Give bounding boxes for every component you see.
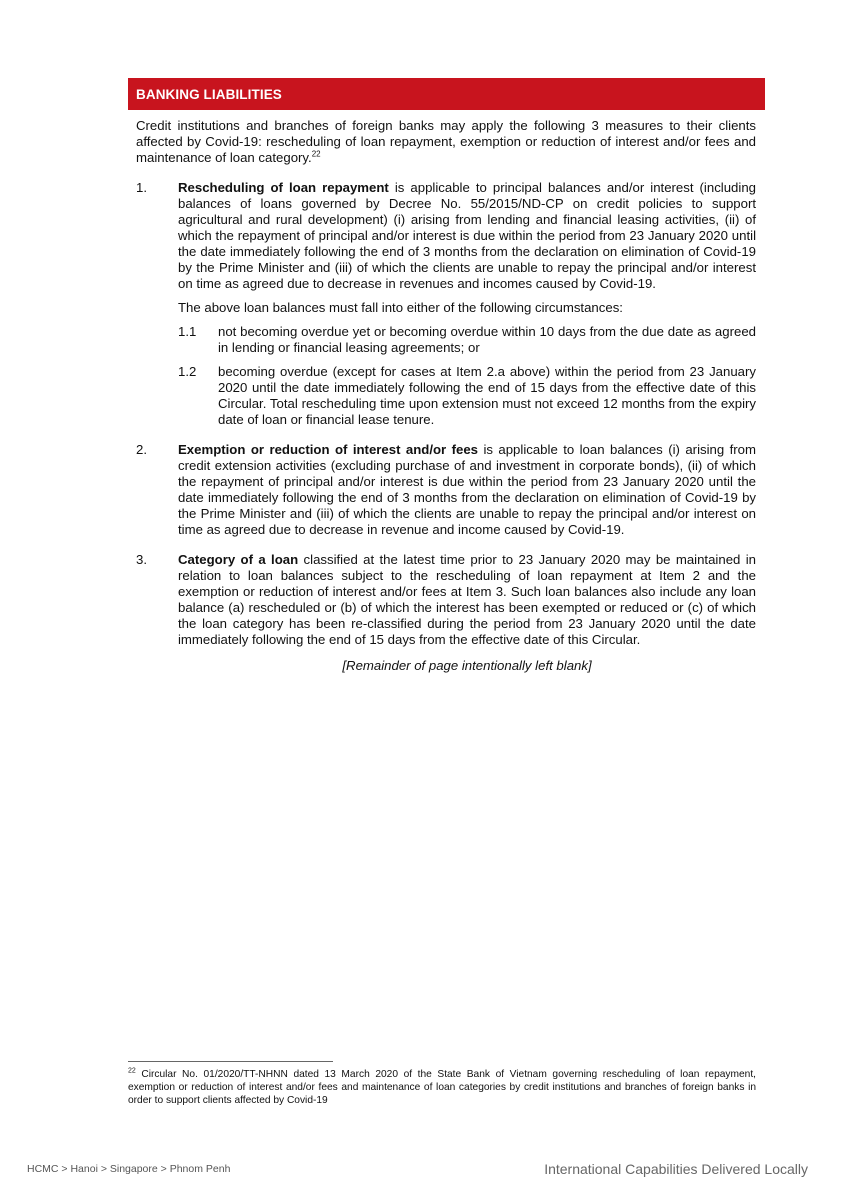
sub-item-text: not becoming overdue yet or becoming overdue within 10 days from the due date as agreed in lending or financial leasing agreements; or — [218, 324, 756, 355]
sub-item-text: becoming overdue (except for cases at Item 2.a above) within the period from 23 January 2020 until the date immediately following the end of 15 days from the effective date of this Circular. Total rescheduling time upon extension must not exceed 12 months from the expiry date of loan or financial lease tenure. — [218, 364, 756, 427]
item-body — [178, 552, 756, 648]
item-followup: The above loan balances must fall into either of the following circumstances: — [178, 300, 623, 315]
item-heading: Category of a loan — [178, 552, 299, 567]
sub-item-number: 1.2 — [178, 364, 197, 379]
item-heading: Exemption or reduction of interest and/or fees — [178, 442, 479, 457]
section-banner — [128, 78, 765, 110]
item-paragraph — [178, 552, 756, 648]
item-paragraph — [178, 180, 756, 292]
sub-item-number: 1.1 — [178, 324, 197, 339]
item-paragraph — [178, 442, 756, 538]
main-content — [136, 118, 756, 674]
item-text: is applicable to loan balances (i) arising from credit extension activities (excluding purchase of and investment in corporate bonds), (ii) of which the repayment of principal and/or interest is due within the period from 23 January 2020 until the date immediately following the end of 3 months from the declaration on elimination of Covid-19 by the Prime Minister and (iii) of which the clients are unable to repay the principal and/or interest on time as agreed due to decrease in revenue and income caused by Covid-19. — [178, 442, 756, 537]
footnote-ref: 22 — [311, 149, 321, 159]
footer-tagline: International Capabilities Delivered Locally — [544, 1161, 808, 1177]
item-number: 2. — [136, 442, 147, 457]
list-item — [136, 552, 756, 648]
item-text: is applicable to principal balances and/or interest (including balances of loans governed by Decree No. 55/2015/ND-CP on credit policies to support agricultural and rural development) (i) arising from lending and financial leasing activities, (ii) of which the repayment of principal and/or interest is due within the period from 23 January 2020 until the date immediately following the end of 3 months from the declaration on elimination of Covid-19 by the Prime Minister and (iii) of which the clients are unable to repay the principal and/or interest on time as agreed due to decrease in revenues and incomes caused by Covid-19. — [178, 180, 756, 291]
item-heading: Rescheduling of loan repayment — [178, 180, 389, 195]
section-title: BANKING LIABILITIES — [136, 86, 282, 102]
remainder-note: [Remainder of page intentionally left blank] — [342, 658, 592, 673]
footnote-divider — [128, 1061, 333, 1062]
item-text: classified at the latest time prior to 23 January 2020 may be maintained in relation to loan balances subject to the rescheduling of loan repayment at Item 2 and the exemption or reduction of interest and/or fees at Item 3. Such loan balances also include any loan balance (a) rescheduled or (b) of which the interest has been exempted or reduced or (c) of which the loan category has been re-classified during the period from 23 January 2020 until the date immediately following the end of 15 days from the effective date of this Circular. — [178, 552, 756, 647]
intro-text: Credit institutions and branches of foreign banks may apply the following 3 measures to their clients affected by Covid-19: rescheduling of loan repayment, exemption or reduction of interest and/or fees and maintenance of loan category. — [136, 118, 756, 165]
item-number: 1. — [136, 180, 147, 195]
footer-locations: HCMC > Hanoi > Singapore > Phnom Penh — [27, 1163, 231, 1175]
sub-item — [178, 364, 756, 428]
footnote — [128, 1068, 756, 1107]
footnote-number: 22 — [128, 1067, 136, 1075]
list-item — [136, 442, 756, 538]
item-body — [178, 180, 756, 428]
footnote-text: Circular No. 01/2020/TT-NHNN dated 13 March 2020 of the State Bank of Vietnam governing rescheduling of loan repayment, exemption or reduction of interest and/or fees and maintenance of loan categories by credit institutions and branches of foreign banks in order to support clients affected by Covid-19 — [128, 1069, 756, 1106]
intro-paragraph — [136, 118, 756, 166]
list-item — [136, 180, 756, 428]
item-number: 3. — [136, 552, 147, 567]
sub-item — [178, 324, 756, 356]
item-body — [178, 442, 756, 538]
